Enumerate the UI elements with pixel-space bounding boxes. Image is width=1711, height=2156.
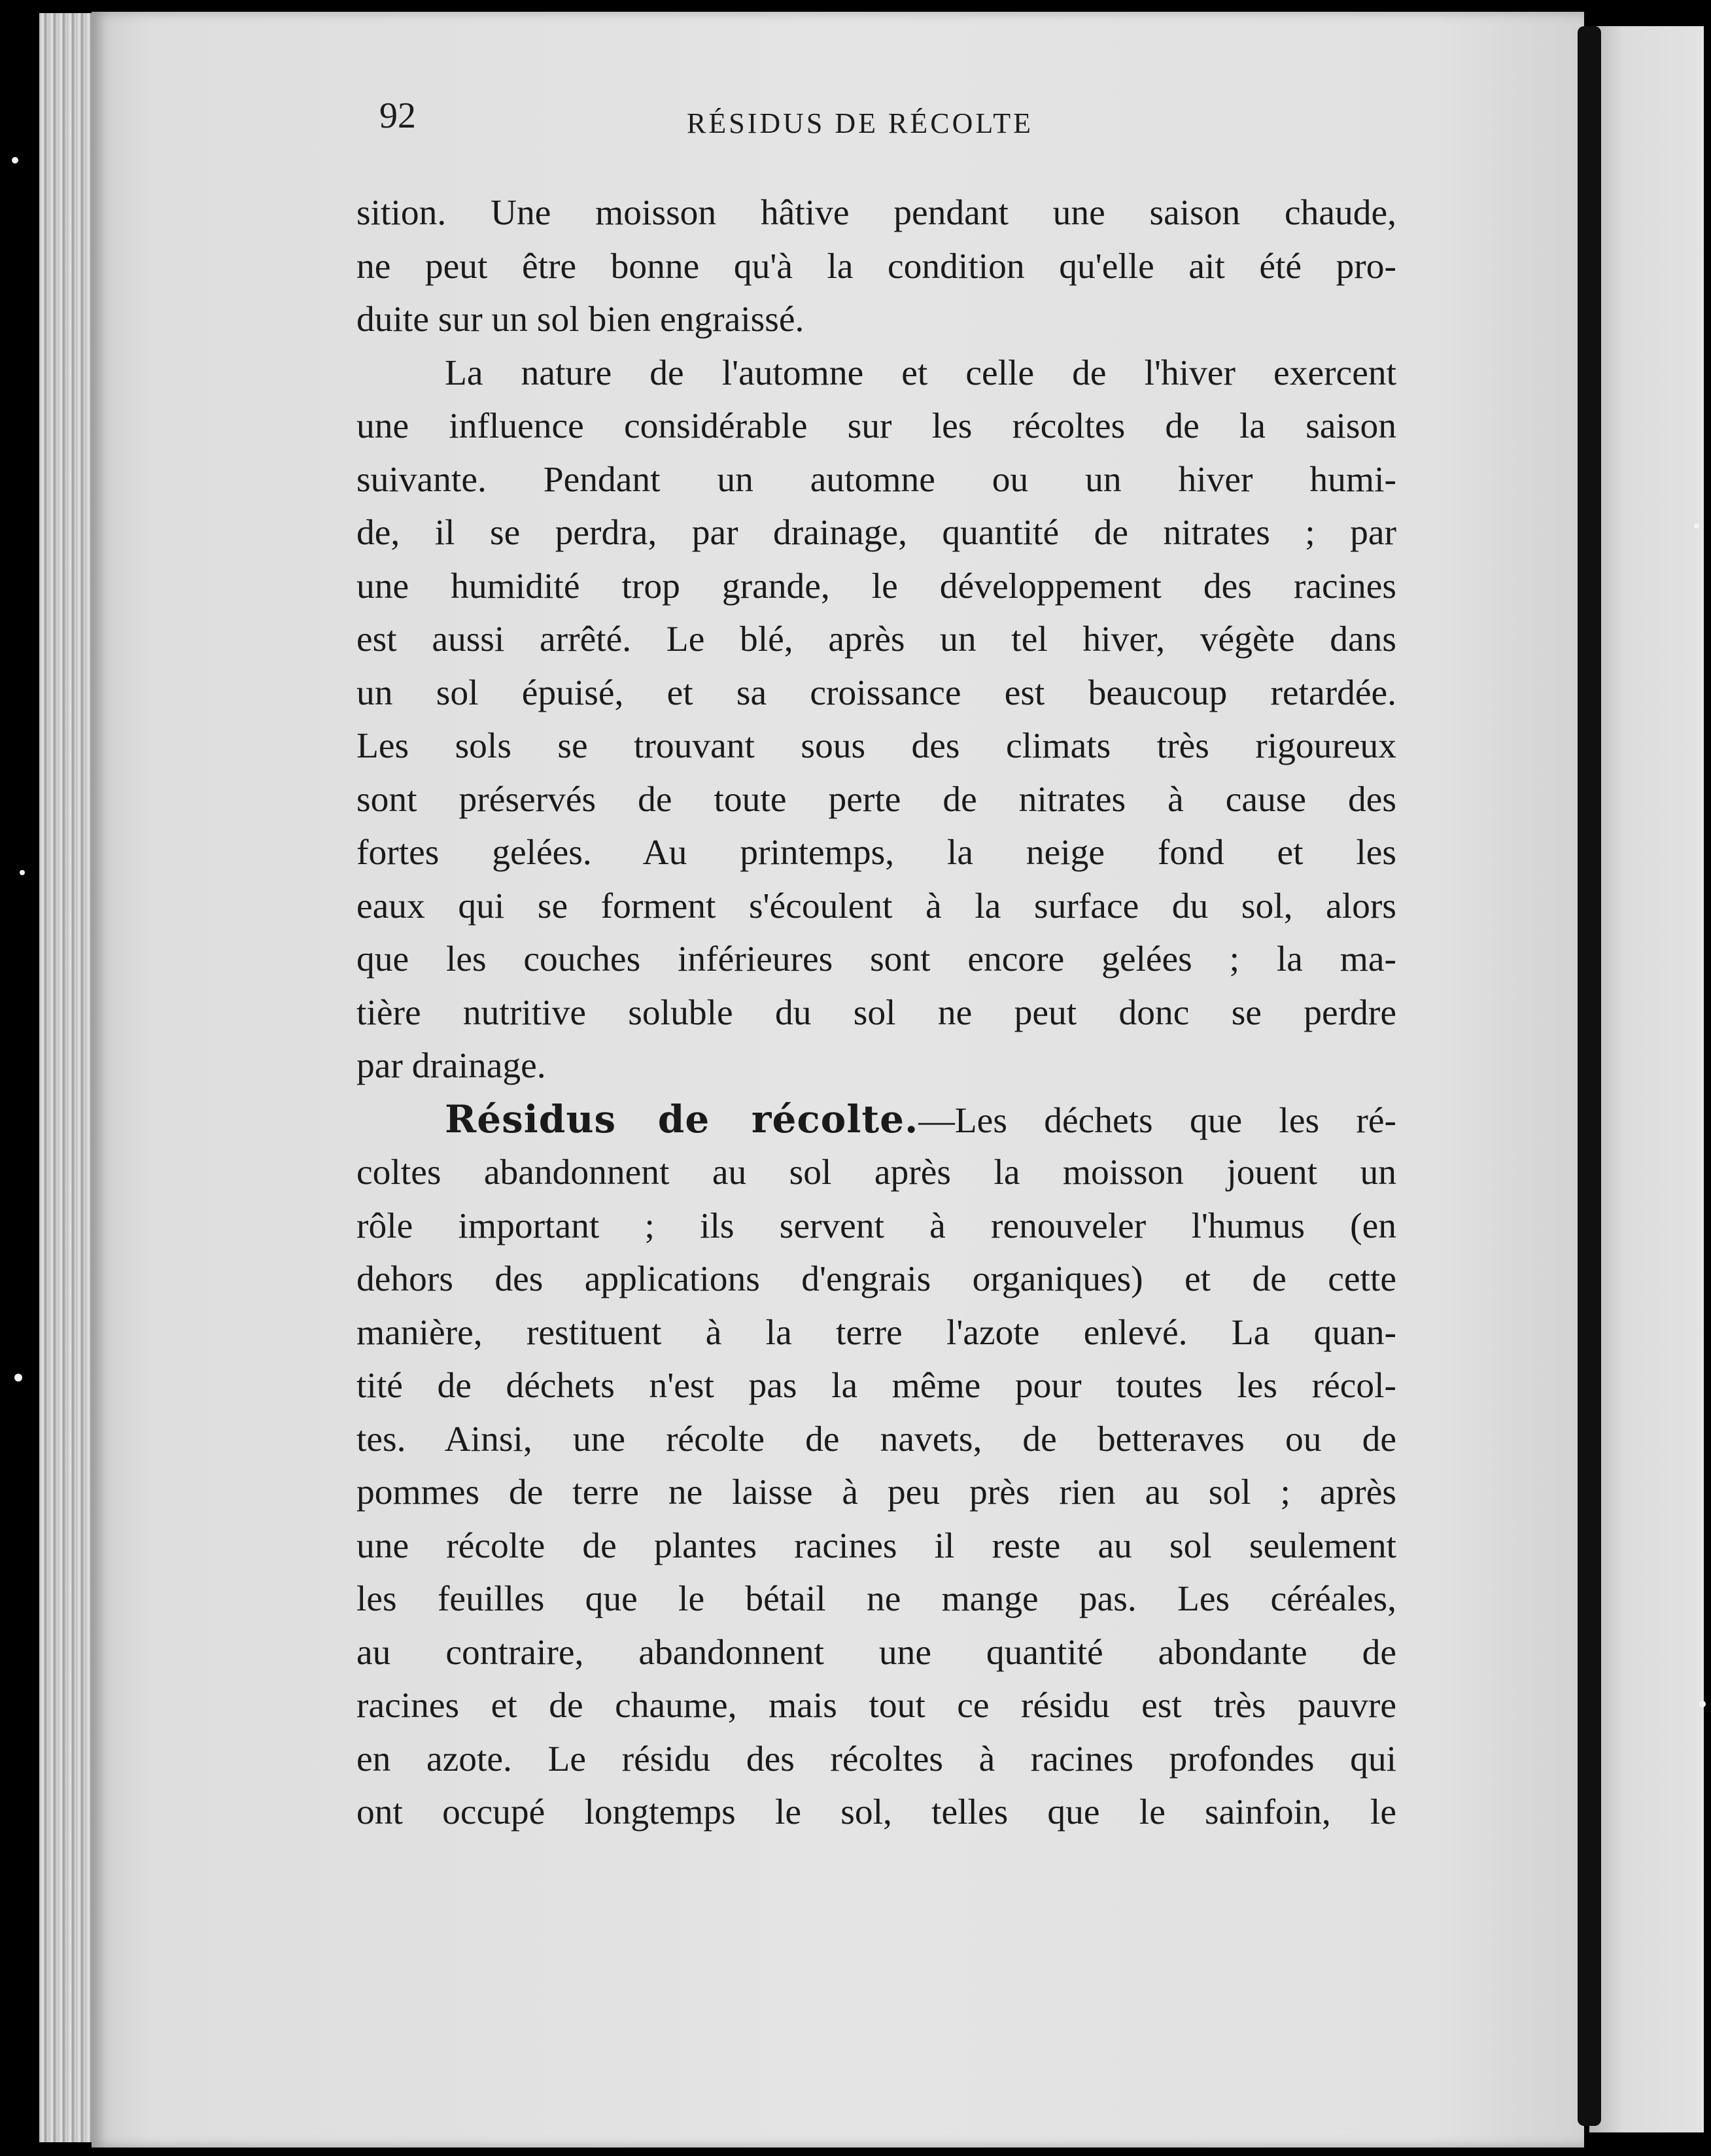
book-gutter	[1578, 26, 1601, 2126]
text-line: une récolte de plantes racines il reste au sol seulement	[356, 1525, 1396, 1566]
text-line: les feuilles que le bétail ne mange pas. Les céréales,	[356, 1579, 1396, 1619]
text-line: au contraire, abandonnent une quantité abondante de	[356, 1632, 1396, 1673]
text-line: dehors des applications d'engrais organiques) et de cette	[356, 1259, 1396, 1299]
text-line: de, il se perdra, par drainage, quantité de nitrates ; par	[356, 513, 1396, 553]
running-head: RÉSIDUS DE RÉCOLTE	[687, 107, 1033, 139]
text-line: pommes de terre ne laisse à peu près rien au sol ; après	[356, 1472, 1396, 1512]
page-header	[373, 95, 1393, 147]
text-line: tité de déchets n'est pas la même pour toutes les récol-	[356, 1366, 1396, 1406]
scan-speck	[12, 157, 18, 164]
text-line: racines et de chaume, mais tout ce résidu est très pauvre	[356, 1686, 1396, 1726]
scan-speck	[14, 1374, 22, 1382]
text-line: Les sols se trouvant sous des climats très rigoureux	[356, 726, 1396, 766]
text-line: ne peut être bonne qu'à la condition qu'elle ait été pro-	[356, 246, 1396, 287]
section-first-line	[356, 1093, 1396, 1147]
text-line: par drainage.	[356, 1046, 546, 1086]
text-line: manière, restituent à la terre l'azote enlevé. La quan-	[356, 1312, 1396, 1353]
scan-speck	[1699, 1701, 1706, 1707]
text-line: sont préservés de toute perte de nitrates à cause des	[356, 779, 1396, 820]
facing-page-edge	[1589, 26, 1704, 2132]
scan-speck	[20, 870, 25, 875]
text-line: duite sur un sol bien engraissé.	[356, 300, 804, 339]
section-first-line-text: —Les déchets que les ré-	[918, 1100, 1396, 1141]
text-line: que les couches inférieures sont encore gelées ; la ma-	[356, 939, 1396, 979]
text-line: une influence considérable sur les récoltes de la saison	[356, 406, 1396, 446]
text-line: suivante. Pendant un automne ou un hiver humi-	[356, 459, 1396, 500]
text-line: tes. Ainsi, une récolte de navets, de betteraves ou de	[356, 1419, 1396, 1459]
text-line: coltes abandonnent au sol après la moisson jouent un	[356, 1153, 1396, 1192]
text-line: sition. Une moisson hâtive pendant une saison chaude,	[356, 193, 1396, 233]
text-line: fortes gelées. Au printemps, la neige fond et les	[356, 833, 1396, 873]
text-line: tière nutritive soluble du sol ne peut donc se perdre	[356, 992, 1396, 1033]
text-line: eaux qui se forment s'écoulent à la surface du sol, alors	[356, 886, 1396, 926]
text-line: une humidité trop grande, le développement des racines	[356, 566, 1396, 606]
section-heading: Résidus de récolte.	[445, 1096, 919, 1141]
scan-speck	[1694, 523, 1699, 529]
page-number: 92	[379, 96, 416, 136]
text-line: en azote. Le résidu des récoltes à racines profondes qui	[356, 1739, 1396, 1779]
text-line: est aussi arrêté. Le blé, après un tel hiver, végète dans	[356, 619, 1396, 659]
text-line: un sol épuisé, et sa croissance est beaucoup retardée.	[356, 672, 1396, 713]
text-line: rôle important ; ils servent à renouveler l'humus (en	[356, 1206, 1396, 1246]
body-text	[356, 186, 1396, 1839]
text-line: La nature de l'automne et celle de l'hiver exercent	[445, 353, 1396, 393]
text-line: ont occupé longtemps le sol, telles que le sainfoin, le	[356, 1792, 1396, 1832]
